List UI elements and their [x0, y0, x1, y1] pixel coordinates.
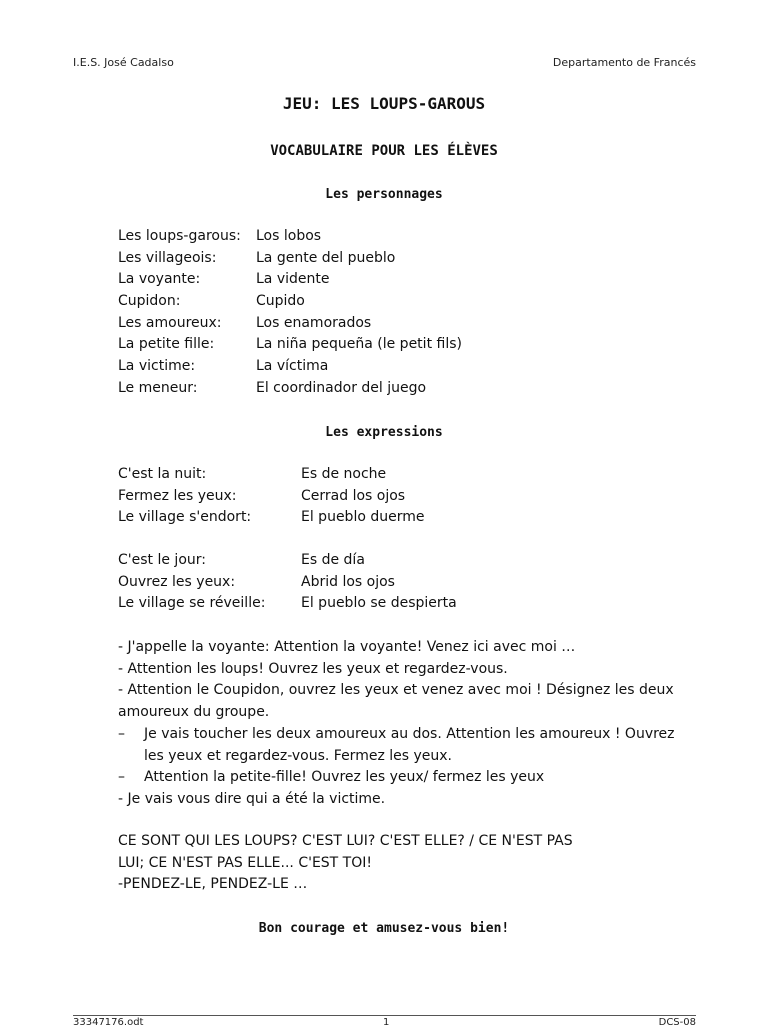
phrase-dash-item: [118, 724, 698, 767]
vocab-fr: Cupidon:: [118, 293, 181, 310]
vocab-fr: Le meneur:: [118, 379, 198, 396]
accusation-line: -PENDEZ-LE, PENDEZ-LE …: [118, 876, 308, 893]
vocab-es: La vidente: [256, 271, 330, 288]
footer-code: DCS-08: [658, 1017, 696, 1028]
vocab-es: La víctima: [256, 358, 329, 375]
vocabulary-heading: VOCABULAIRE POUR LES ÉLÈVES: [270, 143, 498, 159]
expression-row: [118, 550, 457, 572]
phrase-line: - Je vais vous dire qui a été la victime.: [118, 790, 386, 807]
vocab-fr: Les loups-garous:: [118, 228, 241, 244]
expression-es: El pueblo se despierta: [301, 595, 457, 612]
accusation-line: LUI; CE N'EST PAS ELLE... C'EST TOI!: [118, 854, 372, 871]
expressions-heading: Les expressions: [325, 425, 443, 440]
expressions-table-day: [118, 550, 457, 615]
dash-marker: –: [118, 769, 125, 786]
personnages-table: [118, 226, 462, 400]
expression-es: Es de día: [301, 552, 365, 568]
closing-line: Bon courage et amusez-vous bien!: [258, 921, 510, 936]
expression-row: [118, 507, 424, 529]
expression-fr: C'est le jour:: [118, 552, 206, 568]
accusation-line: CE SONT QUI LES LOUPS? C'EST LUI? C'EST ELLE? / CE N'EST PAS: [118, 833, 573, 849]
expression-es: Cerrad los ojos: [301, 487, 406, 504]
footer-divider: [73, 1015, 696, 1016]
phrase-line: - Attention les loups! Ouvrez les yeux et regardez-vous.: [118, 660, 508, 677]
vocab-row: [118, 378, 462, 400]
expressions-table-night: [118, 464, 424, 529]
expression-fr: Fermez les yeux:: [118, 487, 237, 504]
vocab-row: [118, 291, 462, 313]
vocab-es: Los lobos: [256, 228, 322, 244]
phrase-line: - J'appelle la voyante: Attention la voyante! Venez ici avec moi …: [118, 639, 576, 655]
phrase-text: Je vais toucher les deux amoureux au dos. Attention les amoureux ! Ouvrez les yeux et regardez-vous. Fermez les yeux.: [144, 725, 675, 764]
expression-row: [118, 464, 424, 486]
document-title: JEU: LES LOUPS-GAROUS: [282, 94, 486, 113]
expression-fr: C'est la nuit:: [118, 466, 207, 482]
vocab-fr: Les villageois:: [118, 249, 217, 266]
game-phrases: [118, 637, 698, 811]
expression-fr: Le village s'endort:: [118, 509, 252, 526]
expression-row: [118, 572, 457, 594]
dash-marker: –: [118, 725, 125, 742]
personnages-heading: Les personnages: [325, 187, 443, 202]
vocab-row: [118, 269, 462, 291]
vocab-row: [118, 356, 462, 378]
vocab-row: [118, 226, 462, 248]
expression-es: El pueblo duerme: [301, 509, 425, 526]
vocab-fr: La voyante:: [118, 271, 201, 288]
vocab-row: [118, 248, 462, 270]
phrase-text: Attention la petite-fille! Ouvrez les yeux/ fermez les yeux: [144, 769, 545, 786]
vocab-row: [118, 334, 462, 356]
vocab-es: Los enamorados: [256, 314, 372, 331]
vocab-es: El coordinador del juego: [256, 379, 427, 396]
footer-page-number: 1: [383, 1017, 390, 1028]
vocab-fr: La petite fille:: [118, 336, 215, 353]
expression-row: [118, 486, 424, 508]
header-department: Departamento de Francés: [552, 56, 696, 69]
vocab-row: [118, 313, 462, 335]
expression-es: Es de noche: [301, 466, 387, 482]
phrase-dash-item: [118, 767, 698, 789]
expression-row: [118, 593, 457, 615]
expression-es: Abrid los ojos: [301, 573, 395, 590]
vocab-fr: Les amoureux:: [118, 314, 222, 331]
expression-fr: Le village se réveille:: [118, 595, 266, 612]
vocab-fr: La victime:: [118, 358, 196, 375]
vocab-es: La gente del pueblo: [256, 249, 396, 266]
phrase-line: - Attention le Coupidon, ouvrez les yeux et venez avec moi ! Désignez les deux amoureux du groupe.: [118, 682, 674, 721]
accusation-block: [118, 831, 678, 896]
vocab-es: La niña pequeña (le petit fils): [256, 336, 462, 353]
expression-fr: Ouvrez les yeux:: [118, 573, 236, 590]
vocab-es: Cupido: [256, 293, 305, 310]
footer-filename: 33347176.odt: [73, 1017, 144, 1028]
header-school: I.E.S. José Cadalso: [73, 56, 174, 69]
